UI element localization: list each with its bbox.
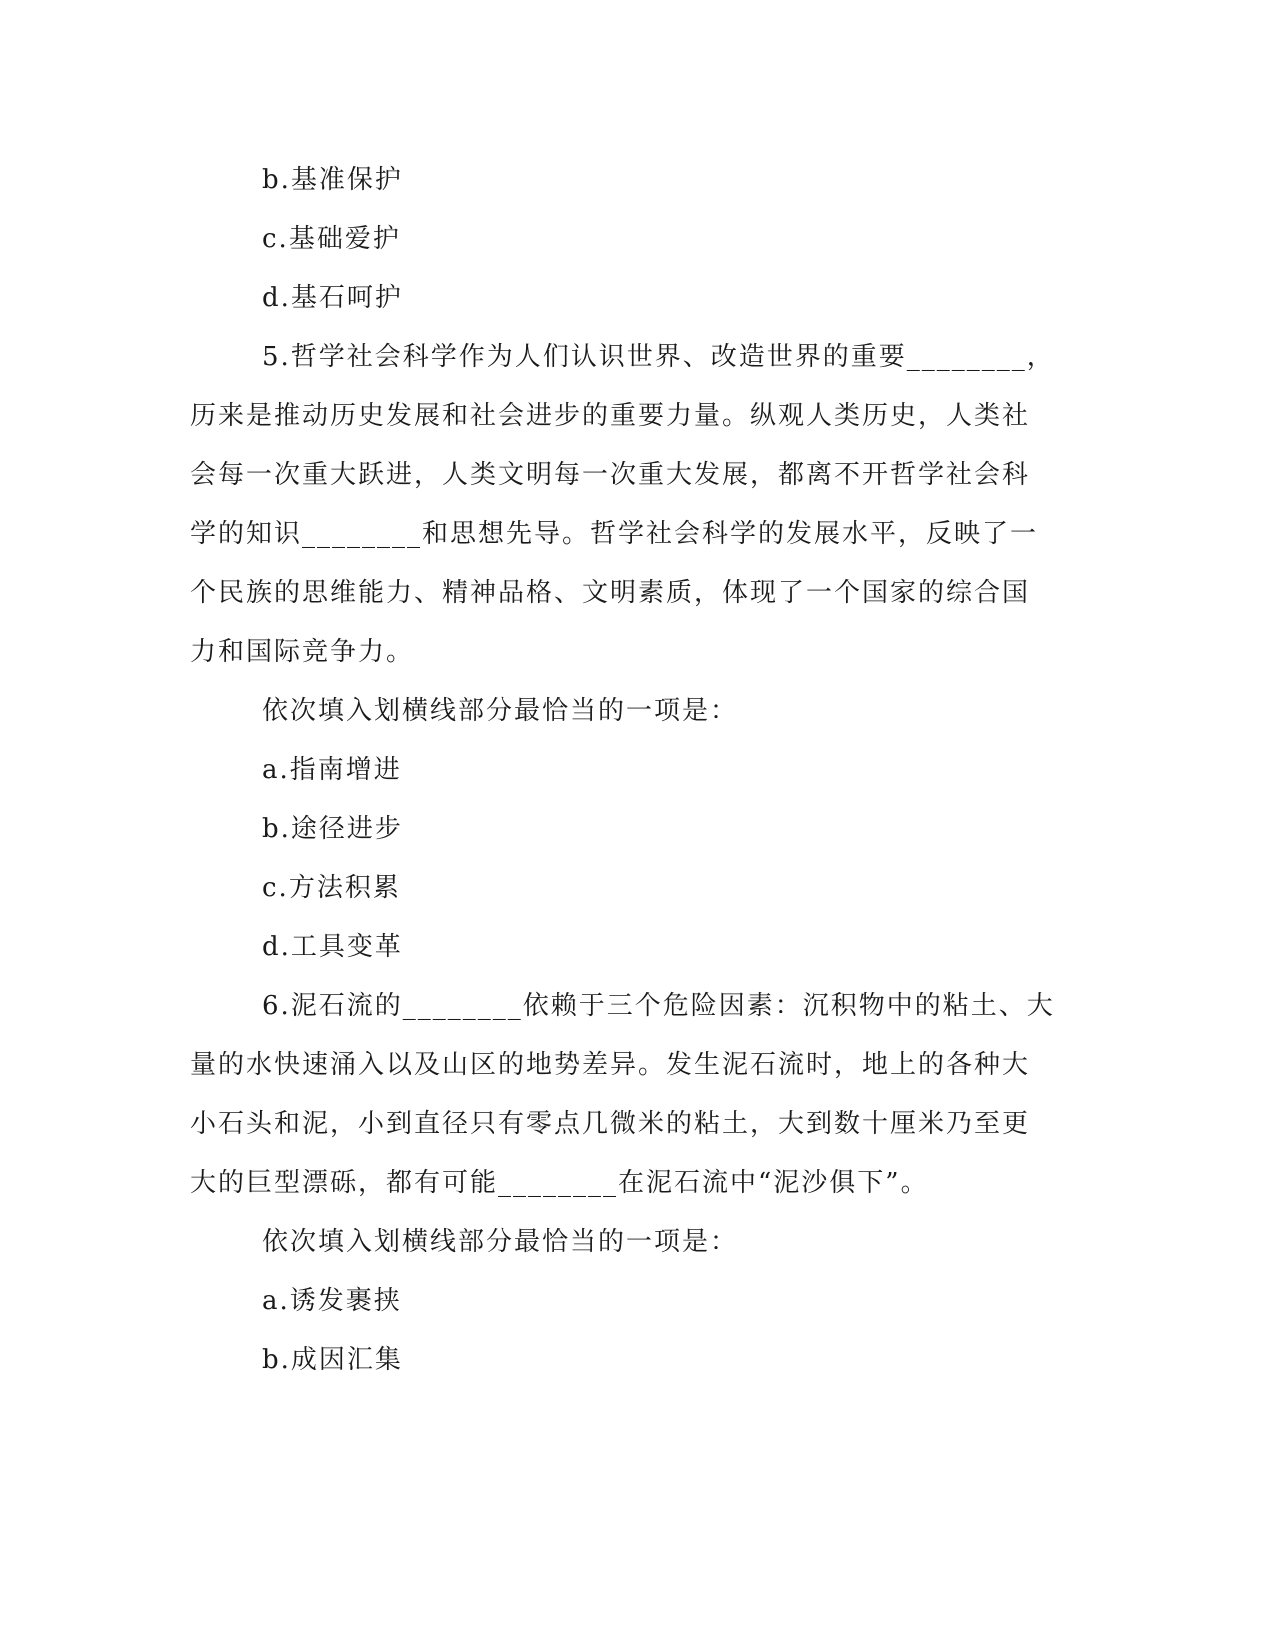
q6-prompt: 依次填入划横线部分最恰当的一项是： (262, 1227, 739, 1257)
q6-option-a: a.诱发裹挟 (262, 1286, 402, 1316)
q5-option-c: c.方法积累 (262, 873, 401, 903)
q4-option-c: c.基础爱护 (262, 224, 401, 254)
q6-option-b: b.成因汇集 (262, 1345, 403, 1375)
q5-prompt: 依次填入划横线部分最恰当的一项是： (262, 696, 739, 726)
q5-stem-line-4: 学的知识________和思想先导。哲学社会科学的发展水平，反映了一 (190, 519, 1039, 549)
q4-option-b: b.基准保护 (262, 165, 403, 195)
q6-stem-line-1: 6.泥石流的________依赖于三个危险因素：沉积物中的粘土、大 (262, 991, 1055, 1021)
q5-option-d: d.工具变革 (262, 932, 403, 962)
q5-stem-line-1: 5.哲学社会科学作为人们认识世界、改造世界的重要________， (262, 342, 1055, 372)
q5-option-a: a.指南增进 (262, 755, 402, 785)
q5-stem-line-6: 力和国际竞争力。 (190, 637, 415, 667)
q6-stem-line-2: 量的水快速涌入以及山区的地势差异。发生泥石流时，地上的各种大 (190, 1050, 1031, 1080)
q5-option-b: b.途径进步 (262, 814, 403, 844)
q4-option-d: d.基石呵护 (262, 283, 403, 313)
q5-stem-line-5: 个民族的思维能力、精神品格、文明素质，体现了一个国家的综合国 (190, 578, 1031, 608)
q6-stem-line-4: 大的巨型漂砾，都有可能________在泥石流中“泥沙俱下”。 (190, 1168, 929, 1198)
q5-stem-line-3: 会每一次重大跃进，人类文明每一次重大发展，都离不开哲学社会科 (190, 460, 1031, 490)
q5-stem-line-2: 历来是推动历史发展和社会进步的重要力量。纵观人类历史，人类社 (190, 401, 1031, 431)
q6-stem-line-3: 小石头和泥，小到直径只有零点几微米的粘土，大到数十厘米乃至更 (190, 1109, 1031, 1139)
